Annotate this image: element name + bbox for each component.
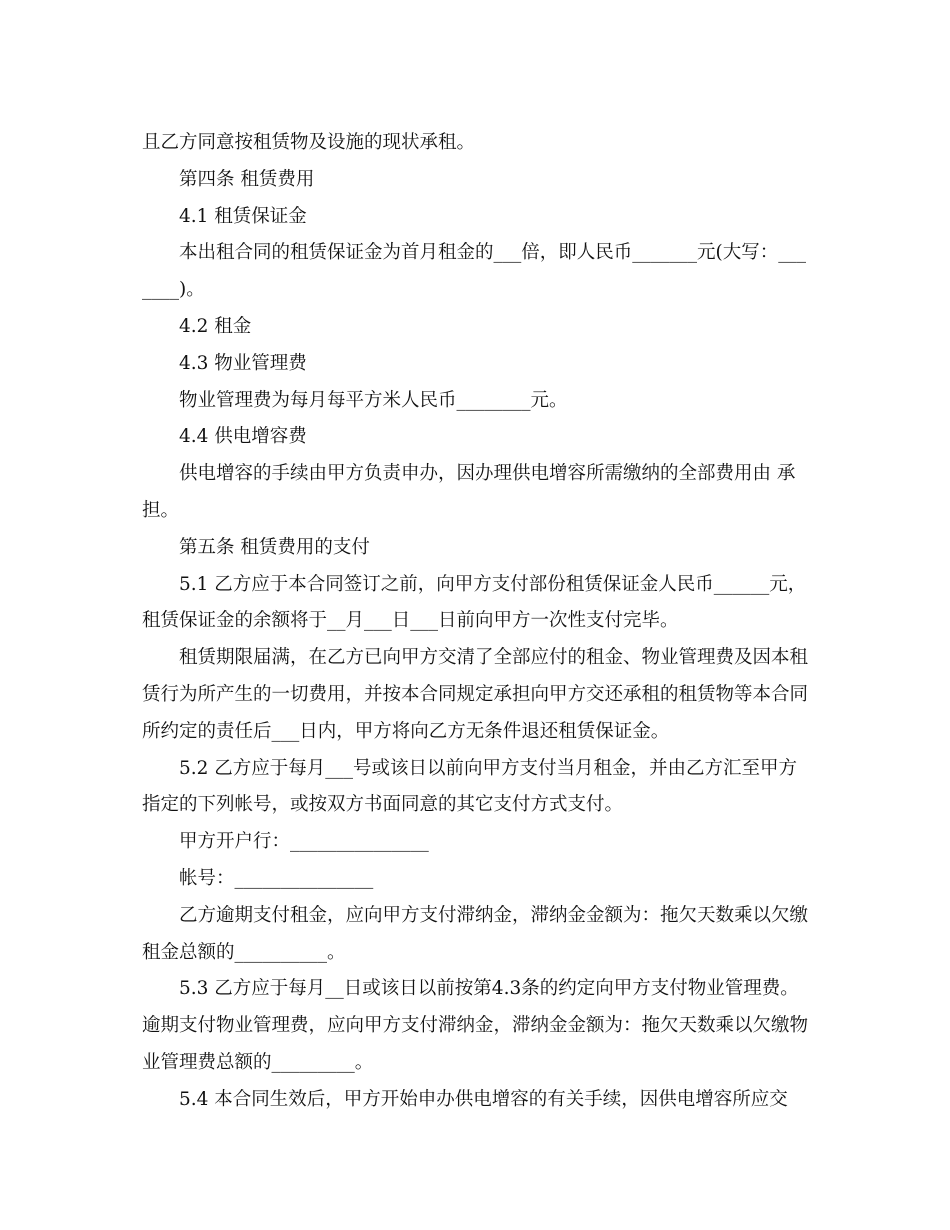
paragraph-lease-acceptance: 且乙方同意按租赁物及设施的现状承租。 (142, 132, 476, 153)
paragraph-power-capacity: 供电增容的手续由甲方负责申办，因办理供电增容所需缴纳的全部费用由 承担。 (142, 463, 796, 521)
field-bank: 甲方开户行：_______________ (179, 831, 429, 853)
paragraph-5-3: 5.3 乙方应于每月__日或该日以前按第4.3条的约定向甲方支付物业管理费。逾期支付物业管理费，应向甲方支付滞纳金，滞纳金金额为：拖欠天数乘以欠缴物业管理费总额的_________。 (142, 978, 809, 1073)
document-body (142, 125, 808, 1119)
paragraph-late-rent: 乙方逾期支付租金，应向甲方支付滞纳金，滞纳金金额为：拖欠天数乘以欠缴租金总额的__________。 (142, 904, 809, 963)
paragraph-5-1: 5.1 乙方应于本合同签订之前，向甲方支付部份租赁保证金人民币______元，租赁保证金的余额将于__月___日___日前向甲方一次性支付完毕。 (142, 573, 807, 632)
paragraph-5-4: 5.4 本合同生效后，甲方开始申办供电增容的有关手续，因供电增容所应交 (179, 1088, 788, 1110)
heading-4-3: 4.3 物业管理费 (179, 352, 307, 374)
paragraph-deposit: 本出租合同的租赁保证金为首月租金的___倍，即人民币_______元(大写：_______)。 (142, 242, 806, 301)
field-account: 帐号：_______________ (179, 867, 374, 889)
heading-article-5: 第五条 租赁费用的支付 (179, 536, 370, 558)
heading-4-2: 4.2 租金 (179, 315, 252, 337)
paragraph-property-fee: 物业管理费为每月每平方米人民币________元。 (179, 389, 568, 411)
heading-4-4: 4.4 供电增容费 (179, 426, 307, 448)
heading-article-4: 第四条 租赁费用 (179, 168, 315, 190)
paragraph-5-2: 5.2 乙方应于每月___号或该日以前向甲方支付当月租金，并由乙方汇至甲方指定的下列帐号，或按双方书面同意的其它支付方式支付。 (142, 757, 798, 816)
paragraph-deposit-refund: 租赁期限届满，在乙方已向甲方交清了全部应付的租金、物业管理费及因本租赁行为所产生的一切费用，并按本合同规定承担向甲方交还承租的租赁物等本合同所约定的责任后___日内，甲方将向乙方无条件退还租赁保证金。 (142, 647, 809, 742)
heading-4-1: 4.1 租赁保证金 (179, 205, 307, 227)
